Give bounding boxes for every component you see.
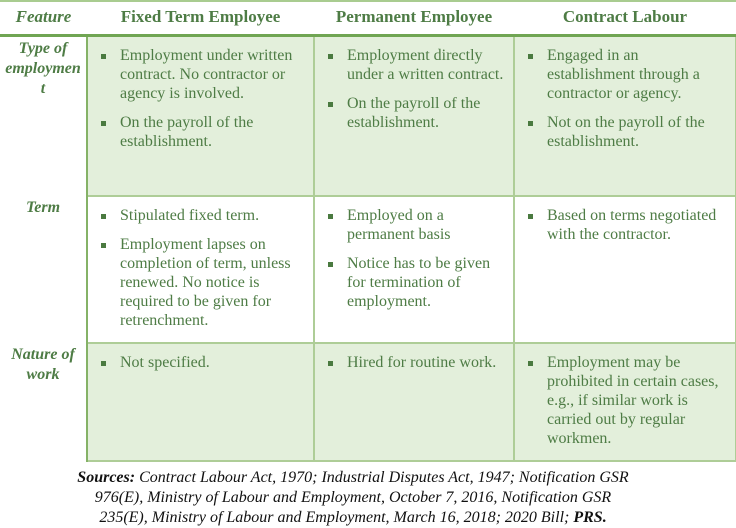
bullet-square-icon (101, 361, 106, 366)
cell-text: Stipulated fixed term. (120, 206, 260, 224)
cell-text: Not on the payroll of the establishment. (547, 114, 705, 150)
list-item (315, 206, 507, 244)
bullet-square-icon (528, 361, 533, 366)
list-item (315, 254, 507, 311)
cell-text: Employment lapses on completion of term, unless renewed. No notice is required to be given for retrenchment. (120, 235, 291, 329)
list-item (88, 46, 307, 103)
list-item (88, 206, 307, 225)
bullet-square-icon (528, 54, 533, 59)
bullet-square-icon (328, 54, 333, 59)
bullet-square-icon (101, 121, 106, 126)
sources-text: Contract Labour Act, 1970; Industrial Disputes Act, 1947; Notification GSR (139, 468, 629, 486)
bullet-square-icon (328, 262, 333, 267)
bullet-square-icon (328, 214, 333, 219)
table-cell (314, 36, 514, 196)
cell-text: Employment under written contract. No contractor or agency is involved. (120, 47, 293, 102)
sources-text: 235(E), Ministry of Labour and Employment, March 16, 2018; 2020 Bill; (99, 508, 570, 526)
table-cell (87, 343, 314, 461)
column-header-fixed-term-employee: Fixed Term Employee (87, 1, 314, 36)
row-label-type-of-employment: Type of employment (0, 36, 87, 196)
cell-text: Employment may be prohibited in certain cases, e.g., if similar work is carried out by regular workmen. (547, 353, 719, 447)
sources-text: 976(E), Ministry of Labour and Employment, October 7, 2016, Notification GSR (94, 488, 612, 506)
sources-prs-label: PRS. (573, 508, 607, 526)
cell-text: Not specified. (120, 353, 210, 371)
table-cell (314, 343, 514, 461)
table-cell (514, 36, 736, 196)
column-header-permanent-employee: Permanent Employee (314, 1, 514, 36)
list-item (515, 206, 729, 244)
column-header-contract-labour: Contract Labour (514, 1, 736, 36)
cell-text: Hired for routine work. (347, 353, 497, 371)
table-cell (87, 36, 314, 196)
bullet-square-icon (528, 214, 533, 219)
cell-text: On the payroll of the establishment. (347, 95, 481, 131)
list-item (88, 235, 307, 330)
table-row-term (0, 196, 736, 343)
cell-text: On the payroll of the establishment. (120, 114, 254, 150)
bullet-square-icon (101, 54, 106, 59)
bullet-square-icon (328, 361, 333, 366)
cell-text: Employment directly under a written contract. (347, 47, 504, 83)
cell-text: Based on terms negotiated with the contractor. (547, 206, 717, 243)
bullet-square-icon (101, 214, 106, 219)
cell-text: Engaged in an establishment through a contractor or agency. (547, 47, 700, 102)
cell-text: Employed on a permanent basis (347, 206, 451, 243)
sources-line (38, 468, 668, 488)
column-header-feature: Feature (0, 1, 87, 36)
table-cell (314, 196, 514, 343)
table-row-nature-of-work (0, 343, 736, 461)
list-item (315, 94, 507, 132)
sources-line (38, 488, 668, 508)
cell-text: Notice has to be given for termination of employment. (347, 254, 491, 310)
table-cell (514, 343, 736, 461)
bullet-square-icon (328, 102, 333, 107)
row-label-term: Term (0, 196, 87, 343)
list-item (88, 113, 307, 151)
list-item (315, 46, 507, 84)
list-item (515, 353, 729, 448)
table-cell (87, 196, 314, 343)
list-item (515, 46, 729, 103)
bullet-square-icon (528, 121, 533, 126)
bullet-square-icon (101, 243, 106, 248)
list-item (315, 353, 507, 372)
table-row-type-of-employment (0, 36, 736, 196)
sources-label: Sources: (77, 468, 136, 486)
row-label-nature-of-work: Nature of work (0, 343, 87, 461)
table-cell (514, 196, 736, 343)
header-row (0, 1, 736, 36)
list-item (515, 113, 729, 151)
sources-note (38, 468, 668, 528)
list-item (88, 353, 307, 372)
